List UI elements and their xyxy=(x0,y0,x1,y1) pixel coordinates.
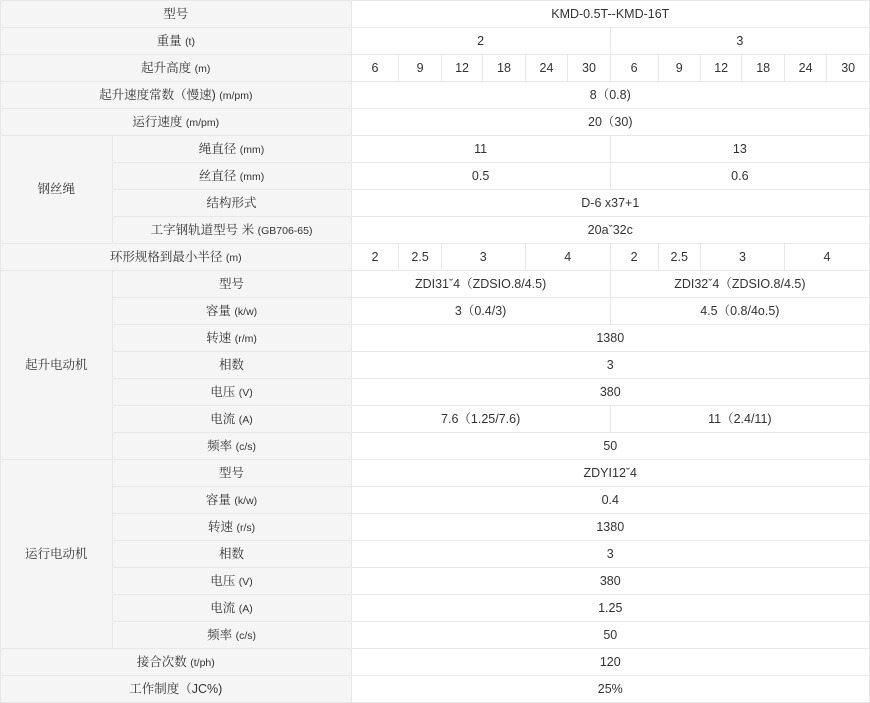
row-label-text: 绳直径 xyxy=(198,141,237,156)
row-label-hoist-motor-frequency xyxy=(112,433,351,460)
table-row xyxy=(1,622,870,649)
cell-hoist-motor-voltage-0: 380 xyxy=(351,379,869,406)
cell-duty-cycle-0: 25% xyxy=(351,676,869,703)
row-label-unit: (m) xyxy=(194,62,211,75)
table-row xyxy=(1,82,870,109)
cell-lift-speed-0: 8（0.8) xyxy=(351,82,869,109)
row-label-unit: (r/s) xyxy=(236,521,256,534)
cell-lift-height-6: 6 xyxy=(610,55,658,82)
row-label-text: 频率 xyxy=(207,438,233,453)
row-label-model xyxy=(1,1,352,28)
cell-hoist-motor-capacity-1: 4.5（0.8/4o.5) xyxy=(610,298,869,325)
cell-hoist-motor-frequency-0: 50 xyxy=(351,433,869,460)
row-label-hoist-motor-capacity xyxy=(112,298,351,325)
row-label-text: 起升高度 xyxy=(141,60,192,75)
table-row xyxy=(1,109,870,136)
cell-travel-motor-voltage-0: 380 xyxy=(351,568,869,595)
row-label-travel-motor-model xyxy=(112,460,351,487)
cell-lift-height-3: 18 xyxy=(483,55,525,82)
row-label-wire-diameter xyxy=(112,163,351,190)
row-label-text: 相数 xyxy=(219,546,245,561)
cell-hoist-motor-speed-0: 1380 xyxy=(351,325,869,352)
row-label-text: 型号 xyxy=(163,6,189,21)
cell-lift-height-9: 18 xyxy=(742,55,784,82)
row-group-label: 起升电动机 xyxy=(1,271,113,460)
row-label-text: 型号 xyxy=(219,465,245,480)
table-row xyxy=(1,649,870,676)
row-label-travel-motor-capacity xyxy=(112,487,351,514)
cell-hoist-motor-phases-0: 3 xyxy=(351,352,869,379)
row-label-rope-diameter xyxy=(112,136,351,163)
cell-lift-height-11: 30 xyxy=(827,55,870,82)
table-row xyxy=(1,460,870,487)
row-label-text: 电流 xyxy=(210,600,236,615)
cell-lift-height-5: 30 xyxy=(568,55,610,82)
row-label-unit: (m/pm) xyxy=(219,89,253,102)
table-row xyxy=(1,568,870,595)
cell-lift-height-1: 9 xyxy=(399,55,441,82)
row-label-unit: (A) xyxy=(238,413,253,426)
table-row xyxy=(1,487,870,514)
row-label-text: 相数 xyxy=(219,357,245,372)
cell-min-radius-1: 2.5 xyxy=(399,244,441,271)
table-row xyxy=(1,595,870,622)
cell-hoist-motor-model-1: ZDI32ˇ4（ZDSIO.8/4.5) xyxy=(610,271,869,298)
row-label-hoist-motor-current xyxy=(112,406,351,433)
cell-weight-1: 3 xyxy=(610,28,869,55)
cell-lift-height-10: 24 xyxy=(784,55,826,82)
cell-weight-0: 2 xyxy=(351,28,610,55)
cell-lift-height-0: 6 xyxy=(351,55,399,82)
row-label-text: 转速 xyxy=(206,330,232,345)
row-label-unit: (t) xyxy=(185,35,195,48)
cell-wire-diameter-0: 0.5 xyxy=(351,163,610,190)
cell-travel-motor-capacity-0: 0.4 xyxy=(351,487,869,514)
cell-travel-motor-model-0: ZDYI12ˇ4 xyxy=(351,460,869,487)
row-label-travel-speed xyxy=(1,109,352,136)
row-group-label: 钢丝绳 xyxy=(1,136,113,244)
row-label-hoist-motor-speed xyxy=(112,325,351,352)
cell-hoist-motor-capacity-0: 3（0.4/3) xyxy=(351,298,610,325)
row-label-joining-times xyxy=(1,649,352,676)
row-label-unit: (V) xyxy=(238,386,253,399)
table-row xyxy=(1,244,870,271)
row-label-unit: (m) xyxy=(225,251,242,264)
table-row xyxy=(1,217,870,244)
cell-wire-diameter-1: 0.6 xyxy=(610,163,869,190)
row-label-hoist-motor-voltage xyxy=(112,379,351,406)
table-row xyxy=(1,136,870,163)
cell-travel-motor-speed-0: 1380 xyxy=(351,514,869,541)
row-label-unit: (A) xyxy=(238,602,253,615)
table-row xyxy=(1,406,870,433)
row-label-unit: (k/w) xyxy=(234,305,258,318)
table-row xyxy=(1,325,870,352)
row-label-text: 频率 xyxy=(207,627,233,642)
row-label-text: 容量 xyxy=(205,303,231,318)
table-row xyxy=(1,379,870,406)
row-label-text: 重量 xyxy=(156,33,182,48)
cell-i-beam-rail-0: 20aˇ32c xyxy=(351,217,869,244)
cell-rope-diameter-0: 11 xyxy=(351,136,610,163)
cell-hoist-motor-current-0: 7.6（1.25/7.6) xyxy=(351,406,610,433)
cell-min-radius-3: 4 xyxy=(525,244,610,271)
table-row xyxy=(1,676,870,703)
cell-travel-motor-frequency-0: 50 xyxy=(351,622,869,649)
row-label-text: 结构形式 xyxy=(206,195,257,210)
row-label-lift-height xyxy=(1,55,352,82)
table-row xyxy=(1,190,870,217)
cell-lift-height-7: 9 xyxy=(658,55,700,82)
row-label-text: 接合次数 xyxy=(136,654,187,669)
row-label-text: 电压 xyxy=(210,384,236,399)
cell-lift-height-2: 12 xyxy=(441,55,482,82)
row-label-travel-motor-speed xyxy=(112,514,351,541)
row-label-unit: (m/pm) xyxy=(185,116,220,129)
cell-min-radius-4: 2 xyxy=(610,244,658,271)
row-label-text: 转速 xyxy=(207,519,233,534)
row-label-hoist-motor-model xyxy=(112,271,351,298)
row-label-text: 起升速度常数（慢速) xyxy=(99,87,216,102)
row-label-i-beam-rail xyxy=(112,217,351,244)
row-label-travel-motor-voltage xyxy=(112,568,351,595)
table-row xyxy=(1,298,870,325)
row-label-hoist-motor-phases xyxy=(112,352,351,379)
row-label-unit: (k/w) xyxy=(234,494,258,507)
table-row xyxy=(1,28,870,55)
row-label-unit: (c/s) xyxy=(235,440,256,453)
cell-min-radius-5: 2.5 xyxy=(658,244,700,271)
row-label-unit: (GB706-65) xyxy=(257,224,313,237)
table-row xyxy=(1,352,870,379)
cell-min-radius-7: 4 xyxy=(784,244,869,271)
row-label-text: 电压 xyxy=(210,573,236,588)
table-row xyxy=(1,163,870,190)
table-row xyxy=(1,1,870,28)
row-label-duty-cycle xyxy=(1,676,352,703)
specification-table-body xyxy=(1,1,870,703)
cell-rope-structure-0: D-6 x37+1 xyxy=(351,190,869,217)
cell-hoist-motor-current-1: 11（2.4/11) xyxy=(610,406,869,433)
row-label-unit: (c/s) xyxy=(235,629,256,642)
cell-model-0: KMD-0.5T--KMD-16T xyxy=(351,1,869,28)
row-label-weight xyxy=(1,28,352,55)
row-group-label: 运行电动机 xyxy=(1,460,113,649)
row-label-unit: (mm) xyxy=(239,170,265,183)
row-label-text: 环形规格到最小半径 xyxy=(109,249,223,264)
row-label-unit: (V) xyxy=(238,575,253,588)
row-label-text: 容量 xyxy=(205,492,231,507)
table-row xyxy=(1,541,870,568)
cell-travel-motor-phases-0: 3 xyxy=(351,541,869,568)
row-label-min-radius xyxy=(1,244,352,271)
row-label-text: 电流 xyxy=(210,411,236,426)
table-row xyxy=(1,514,870,541)
cell-min-radius-6: 3 xyxy=(700,244,784,271)
table-row xyxy=(1,55,870,82)
cell-rope-diameter-1: 13 xyxy=(610,136,869,163)
table-row xyxy=(1,433,870,460)
row-label-unit: (r/m) xyxy=(234,332,257,345)
row-label-travel-motor-current xyxy=(112,595,351,622)
row-label-unit: (mm) xyxy=(239,143,265,156)
table-row xyxy=(1,271,870,298)
cell-hoist-motor-model-0: ZDI31ˇ4（ZDSIO.8/4.5) xyxy=(351,271,610,298)
cell-joining-times-0: 120 xyxy=(351,649,869,676)
row-label-text: 型号 xyxy=(219,276,245,291)
cell-min-radius-0: 2 xyxy=(351,244,399,271)
row-label-rope-structure xyxy=(112,190,351,217)
row-label-lift-speed xyxy=(1,82,352,109)
cell-travel-speed-0: 20（30) xyxy=(351,109,869,136)
row-label-text: 丝直径 xyxy=(198,168,237,183)
row-label-text: 工作制度（JC%) xyxy=(129,681,223,696)
row-label-text: 运行速度 xyxy=(132,114,183,129)
row-label-travel-motor-frequency xyxy=(112,622,351,649)
cell-lift-height-8: 12 xyxy=(700,55,741,82)
row-label-text: 工字钢轨道型号 米 xyxy=(150,222,255,237)
cell-lift-height-4: 24 xyxy=(525,55,567,82)
cell-min-radius-2: 3 xyxy=(441,244,525,271)
row-label-unit: (t/ph) xyxy=(190,656,215,669)
row-label-travel-motor-phases xyxy=(112,541,351,568)
cell-travel-motor-current-0: 1.25 xyxy=(351,595,869,622)
